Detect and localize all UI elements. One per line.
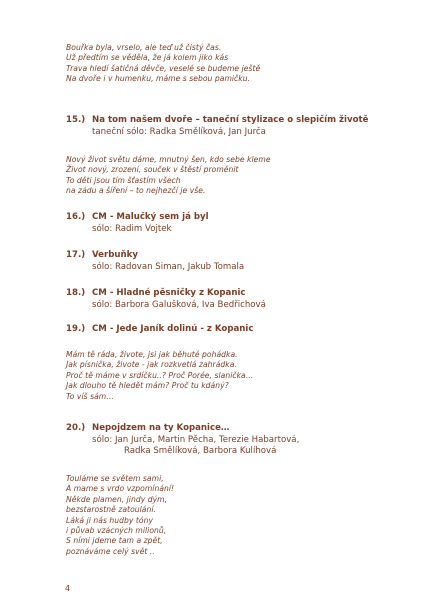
item-performers: sólo: Radim Vojtek bbox=[92, 223, 172, 234]
program-item-17 bbox=[66, 250, 426, 273]
item-number: 19.) bbox=[66, 324, 86, 334]
verse-line: Život nový, zrození, souček v štěstí proměnit bbox=[66, 165, 239, 175]
verse-4 bbox=[66, 474, 174, 557]
item-title: CM - Jede Janík dolinú - z Kopanic bbox=[92, 324, 254, 334]
verse-line: S ními jdeme tam a zpět, bbox=[66, 536, 163, 546]
verse-1 bbox=[66, 43, 260, 85]
program-item-18 bbox=[66, 288, 426, 311]
verse-3 bbox=[66, 350, 253, 402]
verse-line: Láká ji nás hudby tóny bbox=[66, 515, 154, 525]
verse-line: A mame s vrdo vzpomínání! bbox=[66, 484, 175, 494]
item-number: 17.) bbox=[66, 250, 86, 260]
item-title: Verbuňky bbox=[92, 250, 138, 260]
item-number: 15.) bbox=[66, 115, 86, 125]
item-title: CM - Hladné pěsničky z Kopanic bbox=[92, 288, 246, 298]
item-performers: sólo: Jan Jurča, Martin Pěcha, Terezie Habartová, bbox=[92, 434, 300, 445]
item-performers-continued: Radka Smělíková, Barbora Kulíhová bbox=[124, 446, 277, 457]
verse-line: Trava hledí šatičná děvče, veselé se budeme ještě bbox=[66, 63, 261, 73]
verse-line: na zádu a šíření – to nejhezčí je vše. bbox=[66, 186, 206, 196]
verse-line: To děti jsou tím šťastím všech bbox=[66, 175, 181, 185]
verse-line: Nový život světu dáme, mnutný šen, kdo sebe kleme bbox=[66, 155, 271, 164]
program-item-20 bbox=[66, 423, 426, 458]
item-number: 20.) bbox=[66, 423, 86, 433]
item-title: Nepojdzem na ty Kopanice… bbox=[92, 423, 230, 433]
verse-line: Jak písnička, živote - jak rozkvetlá zahrádka. bbox=[66, 360, 237, 370]
item-performers: taneční sólo: Radka Smělíková, Jan Jurča bbox=[92, 126, 266, 137]
item-number: 16.) bbox=[66, 212, 86, 222]
program-item-15 bbox=[66, 115, 426, 138]
program-item-16 bbox=[66, 212, 426, 235]
item-title: CM - Malučký sem já byl bbox=[92, 212, 209, 222]
item-title: Na tom našem dvoře – taneční stylizace o slepičím životě bbox=[92, 115, 369, 125]
verse-line: Jak dlouho tě hledět mám? Proč tu kdáný? bbox=[66, 381, 229, 391]
verse-line: Už předtím se věděla, že já kolem jiko kás bbox=[66, 53, 229, 63]
verse-2 bbox=[66, 155, 271, 197]
page-number: 4 bbox=[65, 584, 71, 593]
item-performers: sólo: Radovan Siman, Jakub Tomala bbox=[92, 261, 245, 272]
verse-line: i půvab vzácných milionů, bbox=[66, 525, 167, 535]
program-item-19 bbox=[66, 324, 426, 336]
verse-line: Bouřka byla, vrselo, ale teď už čistý čas. bbox=[66, 43, 222, 52]
verse-line: To víš sám… bbox=[66, 391, 114, 401]
verse-line: Někde plamen, jindy dým, bbox=[66, 494, 168, 504]
item-number: 18.) bbox=[66, 288, 86, 298]
verse-line: Toulámе se světem sami, bbox=[66, 474, 164, 483]
item-performers: sólo: Barbora Galušková, Iva Bedřichová bbox=[92, 299, 266, 310]
verse-line: Mám tě ráda, živote, jsi jak běhuté pohádka. bbox=[66, 350, 238, 359]
verse-line: Na dvoře i v humenku, máme s sebou pamičku. bbox=[66, 74, 251, 84]
verse-line: Proč tě máme v srdíčku..? Proč Porée, slanička… bbox=[66, 370, 254, 380]
verse-line: poznáváme celý svět .. bbox=[66, 546, 155, 556]
verse-line: bezstarostně zatoulání. bbox=[66, 505, 156, 515]
